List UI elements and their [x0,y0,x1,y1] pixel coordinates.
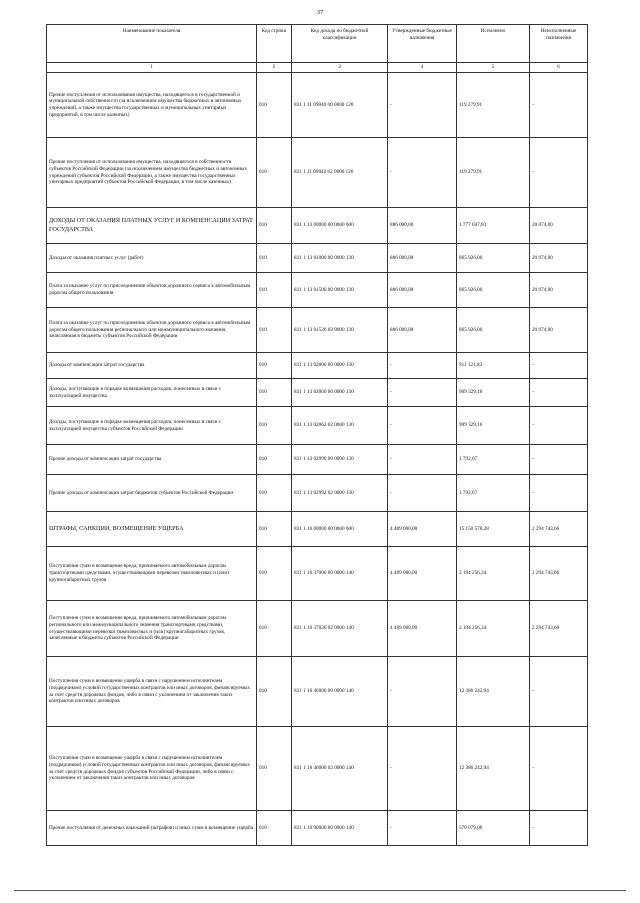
row-line-code: 010 [257,208,292,244]
row-approved: - [388,138,457,208]
row-approved: - [388,811,457,846]
row-unexecuted: 2 294 743,66 [530,547,588,601]
row-income-code: 831 1 16 37020 02 0000 140 [292,601,388,657]
row-executed: 1 792,67 [457,475,530,512]
row-name: Поступления сумм в возмещение ущерба в связи с нарушением исполнителем (подрядчиком) условий государственных контрактов или иных договоров, финансируемых за счет средств дорожных фондов, либо в связи с уклонением от заключения таких контрактов или иных договоров [47,657,257,727]
column-number: 3 [292,63,388,73]
row-approved: - [388,353,457,379]
row-income-code: 831 1 13 01500 00 0000 130 [292,273,388,308]
row-income-code: 831 1 16 90000 00 0000 140 [292,811,388,846]
table-row [47,727,588,811]
row-income-code: 831 1 13 01520 02 0000 130 [292,308,388,353]
row-executed: 570 079,00 [457,811,530,846]
column-number: 1 [47,63,257,73]
row-line-code: 010 [257,475,292,512]
row-unexecuted: - [530,475,588,512]
row-approved: 4 489 000,00 [388,601,457,657]
column-numbers-row [47,63,588,73]
row-line-code: 010 [257,138,292,208]
row-name: Доходы от компенсации затрат государства [47,353,257,379]
row-name: Прочие доходы от компенсации затрат государства [47,445,257,475]
header-approved: Утвержденные бюджетные назначения [388,25,457,63]
header-unexecuted: Неисполненные назначения [530,25,588,63]
table-row [47,244,588,273]
row-unexecuted: - [530,407,588,445]
row-unexecuted: 2 294 743,66 [530,512,588,547]
row-name: Доходы от оказания платных услуг (работ) [47,244,257,273]
row-line-code: 010 [257,273,292,308]
row-name: Прочие поступления от денежных взысканий (штрафов) и иных сумм в возмещение ущерба [47,811,257,846]
row-income-code: 831 1 13 01000 00 0000 130 [292,244,388,273]
row-unexecuted: - [530,138,588,208]
header-row [47,25,588,63]
row-executed: 909 329,16 [457,407,530,445]
row-name: ДОХОДЫ ОТ ОКАЗАНИЯ ПЛАТНЫХ УСЛУГ И КОМПЕНСАЦИИ ЗАТРАТ ГОСУДАРСТВА [47,208,257,244]
column-number: 2 [257,63,292,73]
table-row [47,657,588,727]
row-approved: 4 489 000,00 [388,547,457,601]
column-number: 4 [388,63,457,73]
header-income-code: Код дохода по бюджетной классификации [292,25,388,63]
row-approved: - [388,727,457,811]
table-row [47,475,588,512]
row-line-code: 010 [257,547,292,601]
row-executed: 1 792,67 [457,445,530,475]
row-unexecuted: 20 074,00 [530,308,588,353]
row-line-code: 010 [257,73,292,138]
row-name: Прочие поступления от использования имущества, находящегося в государственной и муниципальной собственности (за исключением имущества бюджетных и автономных учреждений, а также имущества государственных и муниципальных унитарных предприятий, в том числе казенных) [47,73,257,138]
column-number: 6 [530,63,588,73]
row-approved: 4 489 000,00 [388,512,457,547]
row-line-code: 010 [257,657,292,727]
table-row [47,445,588,475]
row-line-code: 010 [257,407,292,445]
row-income-code: 831 1 11 09040 00 0000 120 [292,73,388,138]
row-unexecuted: - [530,353,588,379]
row-approved: - [388,407,457,445]
table-row [47,208,588,244]
row-unexecuted: - [530,445,588,475]
row-line-code: 010 [257,379,292,407]
row-name: Доходы, поступающие в порядке возмещения расходов, понесенных в связи с эксплуатацией имущества субъектов Российской Федерации [47,407,257,445]
row-executed: 2 194 256,34 [457,601,530,657]
row-name: Доходы, поступающие в порядке возмещения расходов, понесенных в связи с эксплуатацией имущества [47,379,257,407]
row-name: Прочие доходы от компенсации затрат бюджетов субъектов Российской Федерации [47,475,257,512]
row-name: Поступления сумм в возмещение ущерба в связи с нарушением исполнителем (подрядчиком) условий государственных контрактов или иных договоров, финансируемых за счет средств дорожных фондов субъектов Российской Федерации, либо в связи с уклонением от заключения таких контрактов или иных договоров [47,727,257,811]
row-unexecuted: 20 074,00 [530,273,588,308]
row-line-code: 010 [257,512,292,547]
row-executed: 865 926,00 [457,273,530,308]
row-executed: 119 279,91 [457,138,530,208]
table-row [47,407,588,445]
row-executed: 15 150 578,28 [457,512,530,547]
table-row [47,601,588,657]
row-income-code: 831 1 16 00000 00 0000 000 [292,512,388,547]
table-row [47,379,588,407]
row-approved: - [388,475,457,512]
page-footer-divider [14,890,626,891]
row-unexecuted: 20 074,00 [530,208,588,244]
row-income-code: 831 1 13 02062 02 0000 130 [292,407,388,445]
table-row [47,353,588,379]
row-unexecuted: - [530,379,588,407]
row-income-code: 831 1 16 46000 02 0000 140 [292,727,388,811]
row-name: Поступления сумм в возмещение вреда, причиняемого автомобильным дорогам транспортными средствами, осуществляющими перевозки тяжеловесных и (или) крупногабаритных грузов [47,547,257,601]
row-income-code: 831 1 11 09042 02 0000 120 [292,138,388,208]
row-income-code: 831 1 13 02990 00 0000 130 [292,445,388,475]
row-executed: 909 329,16 [457,379,530,407]
table-row [47,811,588,846]
header-indicator-name: Наименование показателя [47,25,257,63]
header-line-code: Код строки [257,25,292,63]
row-income-code: 831 1 16 37000 00 0000 140 [292,547,388,601]
row-executed: 911 121,83 [457,353,530,379]
row-approved: 886 000,00 [388,308,457,353]
header-executed: Исполнено [457,25,530,63]
row-approved: 886 000,00 [388,244,457,273]
row-line-code: 010 [257,727,292,811]
row-executed: 119 279,91 [457,73,530,138]
table-row [47,308,588,353]
row-name: Плата за оказание услуг по присоединению объектов дорожного сервиса к автомобильным дорогам общего пользования [47,273,257,308]
row-income-code: 831 1 13 02060 00 0000 130 [292,379,388,407]
table-body [47,73,588,846]
row-approved: - [388,73,457,138]
row-approved: - [388,445,457,475]
row-name: ШТРАФЫ, САНКЦИИ, ВОЗМЕЩЕНИЕ УЩЕРБА [47,512,257,547]
table-row [47,138,588,208]
table-row [47,547,588,601]
row-executed: 865 926,00 [457,244,530,273]
row-unexecuted: 2 294 743,66 [530,601,588,657]
row-approved: - [388,379,457,407]
row-unexecuted: - [530,811,588,846]
table-row [47,512,588,547]
column-number: 5 [457,63,530,73]
row-line-code: 010 [257,353,292,379]
row-name: Прочие поступления от использования имущества, находящегося в собственности субъектов Российской Федерации (за исключением имущества бюджетных и автономных учреждений субъектов Российской Федерации, а также имущества государственных унитарных предприятий субъектов Российской Федерации, в том числе казенных) [47,138,257,208]
row-income-code: 831 1 13 02000 00 0000 130 [292,353,388,379]
row-line-code: 010 [257,244,292,273]
row-unexecuted: - [530,73,588,138]
row-approved: 886 000,00 [388,208,457,244]
row-executed: 1 777 047,83 [457,208,530,244]
row-line-code: 010 [257,445,292,475]
row-line-code: 010 [257,601,292,657]
row-unexecuted: - [530,657,588,727]
income-report-table [46,24,588,846]
row-name: Плата за оказание услуг по присоединению объектов дорожного сервиса к автомобильным дорогам общего пользования регионального или межмуниципального значения, зачисляемая в бюджеты субъектов Российской Федерации [47,308,257,353]
row-unexecuted: 20 074,00 [530,244,588,273]
row-executed: 12 386 242,94 [457,727,530,811]
row-income-code: 831 1 16 46000 00 0000 140 [292,657,388,727]
row-executed: 865 926,00 [457,308,530,353]
row-name: Поступления сумм в возмещение вреда, причиняемого автомобильным дорогам регионального или межмуниципального значения транспортными средствами, осуществляющими перевозки тяжеловесных и (или) крупногабаритных грузов, зачисляемые в бюджеты субъектов Российской Федерации [47,601,257,657]
row-line-code: 010 [257,811,292,846]
page-number: 37 [316,9,324,16]
row-approved: - [388,657,457,727]
row-income-code: 831 1 13 00000 00 0000 000 [292,208,388,244]
table-row [47,273,588,308]
row-approved: 886 000,00 [388,273,457,308]
row-income-code: 831 1 13 02992 02 0000 130 [292,475,388,512]
row-executed: 2 194 256,34 [457,547,530,601]
row-line-code: 010 [257,308,292,353]
table-row [47,73,588,138]
row-unexecuted: - [530,727,588,811]
row-executed: 12 386 242,94 [457,657,530,727]
